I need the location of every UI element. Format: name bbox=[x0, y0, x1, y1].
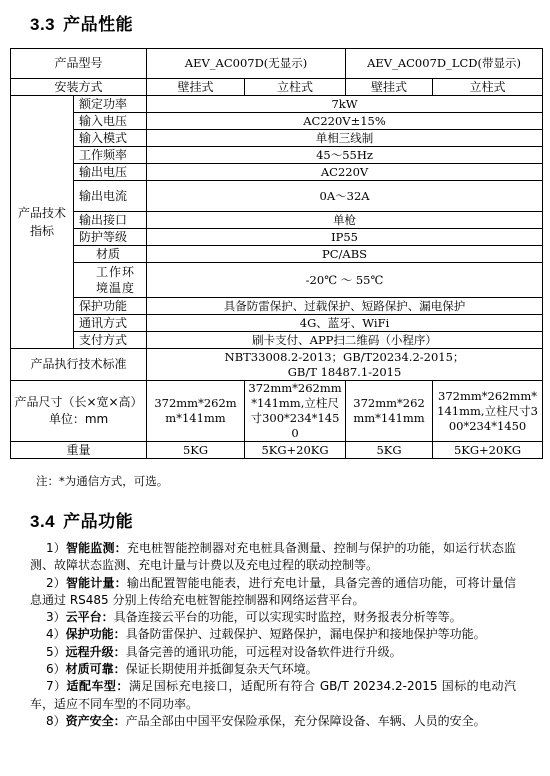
function-item bbox=[30, 609, 516, 626]
spec-key: 工作环境温度 bbox=[74, 263, 147, 298]
function-number: 8） bbox=[46, 713, 66, 728]
function-list bbox=[30, 540, 516, 730]
table-row bbox=[11, 229, 543, 246]
table-row bbox=[11, 212, 543, 229]
spec-key: 材质 bbox=[74, 246, 147, 263]
table-row bbox=[11, 130, 543, 147]
section-title: 产品性能 bbox=[63, 15, 134, 35]
standard-line: NBT33008.2-2013；GB/T20234.2-2015； bbox=[224, 349, 465, 364]
size-cell: 372mm*262mm*141mm bbox=[346, 381, 433, 442]
spec-key: 通讯方式 bbox=[74, 315, 147, 332]
spec-value: PC/ABS bbox=[147, 246, 543, 263]
table-note: 注：*为通信方式，可选。 bbox=[36, 474, 169, 488]
size-cell: 372mm*262mm*141mm,立柱尺寸300*234*1450 bbox=[433, 381, 543, 442]
install-cell: 立柱式 bbox=[433, 79, 543, 96]
table-row bbox=[11, 147, 543, 164]
standard-label: 产品执行技术标准 bbox=[11, 349, 147, 381]
table-row bbox=[11, 79, 543, 96]
table-row bbox=[11, 442, 543, 459]
function-item bbox=[30, 661, 516, 678]
standard-value bbox=[147, 349, 543, 381]
spec-value: 0A～32A bbox=[147, 181, 543, 212]
spec-value: -20℃ ～ 55℃ bbox=[147, 263, 543, 298]
function-desc: 充电桩智能控制器对充电桩具备测量、控制与保护的功能，如运行状态监测、故障状态监测、充电计量与计费以及充电过程的联动控制等。 bbox=[30, 541, 516, 573]
function-title: 适配车型： bbox=[66, 679, 129, 694]
function-title: 智能计量： bbox=[65, 575, 127, 590]
model-label: 产品型号 bbox=[11, 49, 147, 79]
table-row bbox=[11, 332, 543, 349]
spec-key: 防护等级 bbox=[74, 229, 147, 246]
spec-group-label: 产品技术指标 bbox=[11, 96, 74, 349]
table-row bbox=[11, 113, 543, 130]
section-number: 3.4 bbox=[30, 512, 56, 531]
function-title: 材质可靠： bbox=[65, 662, 126, 677]
function-desc: 满足国标充电接口，适配所有符合 GB/T 20234.2-2015 国标的电动汽车，适应不同车型的不同功率。 bbox=[30, 679, 517, 711]
weight-label: 重量 bbox=[11, 442, 147, 459]
table-row bbox=[11, 315, 543, 332]
weight-cell: 5KG+20KG bbox=[245, 442, 346, 459]
spec-key: 保护功能 bbox=[74, 298, 147, 315]
table-row bbox=[11, 263, 543, 298]
install-cell: 壁挂式 bbox=[147, 79, 245, 96]
model-a: AEV_AC007D(无显示) bbox=[147, 49, 346, 79]
spec-value: 刷卡支付、APP扫二维码（小程序） bbox=[147, 332, 543, 349]
section-number: 3.3 bbox=[30, 15, 56, 34]
weight-cell: 5KG bbox=[147, 442, 245, 459]
function-desc: 具备完善的通讯功能，可远程对设备软件进行升级。 bbox=[125, 644, 402, 659]
weight-cell: 5KG+20KG bbox=[433, 442, 543, 459]
spec-key: 支付方式 bbox=[74, 332, 147, 349]
function-item bbox=[30, 644, 516, 661]
weight-cell: 5KG bbox=[346, 442, 433, 459]
section-heading-functions bbox=[30, 507, 133, 532]
function-number: 4） bbox=[46, 627, 66, 642]
function-number: 3） bbox=[46, 610, 66, 625]
spec-key: 输出接口 bbox=[74, 212, 147, 229]
spec-key: 工作频率 bbox=[74, 147, 147, 164]
function-number: 6） bbox=[46, 662, 66, 677]
function-number: 2） bbox=[46, 575, 66, 590]
spec-value: 45～55Hz bbox=[147, 147, 543, 164]
spec-value: AC220V bbox=[147, 164, 543, 181]
spec-value: AC220V±15% bbox=[147, 113, 543, 130]
function-item bbox=[30, 713, 516, 730]
table-row bbox=[11, 298, 543, 315]
spec-key: 输入电压 bbox=[74, 113, 147, 130]
spec-value: 7kW bbox=[147, 96, 543, 113]
standard-line: GB/T 18487.1-2015 bbox=[287, 364, 402, 379]
function-number: 5） bbox=[46, 644, 66, 659]
spec-value: 具备防雷保护、过载保护、短路保护、漏电保护 bbox=[147, 298, 543, 315]
function-title: 智能监测： bbox=[65, 541, 127, 555]
table-row bbox=[11, 96, 543, 113]
model-b: AEV_AC007D_LCD(带显示) bbox=[346, 49, 543, 79]
function-title: 云平台： bbox=[65, 610, 114, 625]
function-number: 1） bbox=[46, 541, 66, 555]
section-title: 产品功能 bbox=[63, 512, 134, 532]
function-desc: 具备连接云平台的功能，可以实现实时监控，财务报表分析等等。 bbox=[113, 610, 462, 625]
install-cell: 立柱式 bbox=[245, 79, 346, 96]
table-row bbox=[11, 49, 543, 79]
table-row bbox=[11, 349, 543, 381]
function-title: 资产安全： bbox=[65, 713, 126, 728]
spec-table bbox=[10, 48, 543, 459]
function-desc: 输出配置智能电能表，进行充电计量，具备完善的通信功能，可将计量信息通过 RS485 分别上传给充电桩智能控制器和网络运营平台。 bbox=[30, 575, 516, 607]
spec-value: IP55 bbox=[147, 229, 543, 246]
size-cell: 372mm*262mm*141mm,立柱尺寸300*234*1450 bbox=[245, 381, 346, 442]
size-label: 产品尺寸（长×宽×高）单位：mm bbox=[11, 381, 147, 442]
install-label: 安装方式 bbox=[11, 79, 147, 96]
section-heading-performance bbox=[30, 10, 133, 35]
function-item bbox=[30, 575, 516, 610]
function-desc: 产品全部由中国平安保险承保，充分保障设备、车辆、人员的安全。 bbox=[125, 713, 486, 728]
spec-value: 4G、蓝牙、WiFi bbox=[147, 315, 543, 332]
size-cell: 372mm*262mm*141mm bbox=[147, 381, 245, 442]
function-desc: 具备防雷保护、过载保护、短路保护，漏电保护和接地保护等功能。 bbox=[125, 627, 486, 642]
spec-value: 单枪 bbox=[147, 212, 543, 229]
spec-key: 输入模式 bbox=[74, 130, 147, 147]
spec-value: 单相三线制 bbox=[147, 130, 543, 147]
spec-key: 输出电压 bbox=[74, 164, 147, 181]
function-item bbox=[30, 678, 516, 713]
function-item bbox=[30, 626, 516, 643]
function-number: 7） bbox=[46, 679, 67, 694]
table-row bbox=[11, 381, 543, 442]
spec-key: 输出电流 bbox=[74, 181, 147, 212]
spec-key: 额定功率 bbox=[74, 96, 147, 113]
install-cell: 壁挂式 bbox=[346, 79, 433, 96]
table-row bbox=[11, 181, 543, 212]
table-row bbox=[11, 164, 543, 181]
function-title: 保护功能： bbox=[65, 627, 126, 642]
function-item bbox=[30, 540, 516, 575]
table-row bbox=[11, 246, 543, 263]
function-title: 远程升级： bbox=[65, 644, 126, 659]
function-desc: 保证长期使用并抵御复杂天气环境。 bbox=[125, 662, 318, 677]
